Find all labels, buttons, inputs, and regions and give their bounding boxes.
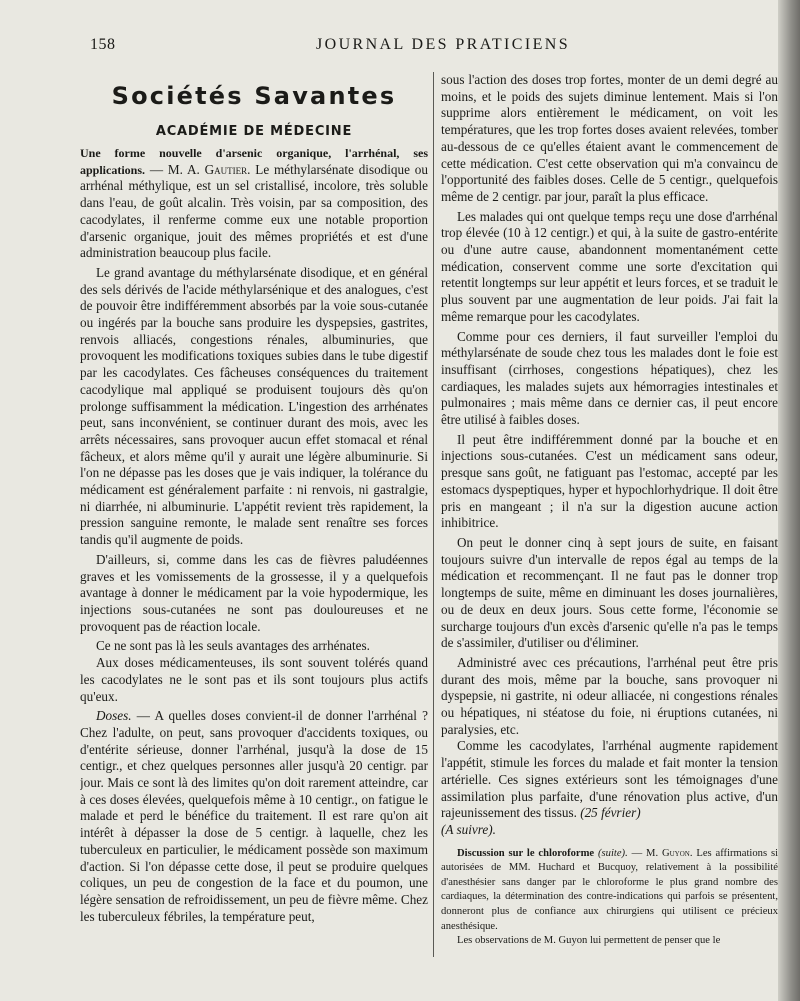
article-intro-paragraph [80,145,428,262]
left-column [80,72,428,972]
column-divider [433,72,434,957]
paragraph-text: — A quelles doses convient-il de donner l'arrhénal ? Chez l'adulte, on peut, sans provoquer d'accidents toxiques, ou d'entérite sérieuse, donner l'arrhénal, jusqu'à la dose de 15 centigr., et chez quelques personnes aller jusqu'à 20 centigr. par jour. Mais ce sont là des limites qu'on doit rarement atteindre, car à ces doses élevées, quelquefois même à 10 centigr., on fatigue le malade et perd le bénéfice du traitement. Il est rare qu'on ait intérêt à dépasser la dose de 5 centigr. à laquelle, chez les tuberculeux en particulier, le médicament possède son maximum d'action. Si l'on dépasse cette dose, il peut se produire quelques coliques, un peu de congestion de la face et du poumon, une légère sensation de refroidissement, un peu de fièvre même. Chez les tuberculeux fébriles, la température peut, [80,708,428,924]
paragraph: D'ailleurs, si, comme dans les cas de fièvres paludéennes graves et les vomissements de la grossesse, il y a quelquefois avantage à donner le médicament par la voie hypodermique, les injections sous-cutanées ne sont pas douloureuses et ne provoquent pas de réaction locale. [80,551,428,634]
paragraph: Le grand avantage du méthylarsénate disodique, et en général des sels dérivés de l'acide méthylarsénique et des analogues, c'est de pouvoir être indifféremment absorbés par la voie sous-cutanée ou ingérés par la bouche sans produire les dyspepsies, gastrites, renvois alliacés, congestions rénales, albuminuries, que provoquent les modifications toxiques subies dans le tube digestif par les cacodylates. Ces fâcheuses conséquences du traitement cacodylique mal appliqué se produisent toujours dès qu'on prolonge suffisamment la médication. L'ingestion des arrhénates peut, sans inconvénient, se continuer durant des mois, avec les arrêts nécessaires, sans provoquer aucun effet stomacal et rénal fâcheux, et alors même qu'il y aurait une légère albuminurie. Si l'on ne dépasse pas les doses que je vais indiquer, la tolérance du médicament est généralement parfaite : ni renvois, ni gastralgie, ni diarrhée, ni albuminurie. L'appétit revient très rapidement, la pression sanguine remonte, le malade sent renaître ses forces tandis qu'il augmente de poids. [80,264,428,548]
discussion-paragraph [441,847,778,935]
date-note: (25 février) [580,805,641,821]
discussion-last-line: Les observations de M. Guyon lui permettent de penser que le [457,935,721,947]
academy-heading: ACADÉMIE DE MÉDECINE [155,124,353,139]
page-binding-edge [778,0,800,1001]
paragraph: Aux doses médicamenteuses, ils sont souvent tolérés quand les cacodylates ne le sont pas et ils sont toujours plus actifs qu'eux. [80,655,428,704]
discussion-text: . Les affirmations si autorisées de MM. Huchard et Bucquoy, relativement à la possibilité d'anesthésier sans danger par le chloroforme le plus grand nombre des cardiaques, la détermination des contre-indications qui parfois se présentent, donneront plus de confiance aux chirurgiens qui utilisent ce précieux anesthésique. [441,847,778,932]
paragraph-text: Comme les cacodylates, l'arrhénal augmente rapidement l'appétit, stimule les forces du malade et fait monter la tension artérielle. Ces signes extérieurs sont les témoignages d'une assimilation plus parfaite, d'une rénovation plus active, d'un rajeunissement des tissus. [441,738,778,821]
discussion-block [441,847,778,949]
paragraph: Il peut être indifféremment donné par la bouche et en injections sous-cutanées. C'est un médicament sans odeur, presque sans goût, ne fatiguant pas l'estomac, accepté par les estomacs dyspeptiques, hyper et hypochlorhydrique. Il doit être pris en mangeant ; il n'a sur la digestion aucune action inhibitrice. [441,431,778,531]
paragraph: sous l'action des doses trop fortes, monter de un demi degré au moins, et le poids des sujets diminue lentement. Mais si l'on supprime alors entièrement le médicament, on voit les températures, que les trop fortes doses avaient relevées, tomber au-dessous de ce qu'elles étaient avant le commencement de cette médication. C'est cette observation qui m'a convaincu de l'opportunité des faibles doses. Celle de 5 centigr., quelquefois même de 2 centigr. par jour, paraît la plus efficace. [441,72,778,204]
author-lead: — M. A. [145,161,205,177]
author-name: Gautier [204,161,248,177]
paragraph: Administré avec ces précautions, l'arrhénal peut être pris durant des mois, même par la bouche, sans provoquer ni dyspepsie, ni gastrite, ni odeur alliacée, ni congestions rénales ou hépatiques, ni stéatose du foie, ni éruptions cutanées, ni paralysies, etc. [441,654,778,737]
paragraph [441,738,778,838]
to-be-continued: (A suivre). [441,821,496,837]
doses-paragraph [80,708,428,925]
article-title: Une forme nouvelle d'arsenic organique, l'arrhénal, ses applications. [80,146,428,177]
discussion-suite: (suite). [598,847,628,859]
journal-title: JOURNAL DES PRATICIENS [316,36,571,53]
paragraph: Ce ne sont pas là les seuls avantages des arrhénates. [96,638,370,654]
discussion-title: Discussion sur le chloroforme [457,847,595,859]
discussion-lead: — M. [627,847,662,859]
paragraph-text: . Le méthylarsénate disodique ou arrhénal méthylique, est un sel cristallisé, incolore, très soluble dans l'eau, de goût alcalin. Très voisin, par sa composition, des cacodylates, il renferme comme eux une notable proportion d'arsenic organique, jouit des mêmes propriétés et est d'une administration beaucoup plus facile. [80,161,428,261]
doses-label: Doses. [96,708,132,724]
page-number: 158 [90,36,116,53]
discussion-author: Guyon [661,847,690,859]
page-header [90,34,770,62]
paragraph: Comme pour ces derniers, il faut surveiller l'emploi du méthylarsénate de soude chez tous les malades dont le foie est insuffisant (cirrhoses, congestions hépatiques), chez les cardiaques, les malades sujets aux hémorragies intestinales et pulmonaires ; mais même dans ce dernier cas, il peut encore être utilisé à faibles doses. [441,328,778,428]
section-title: Sociétés Savantes [111,82,397,110]
right-column [441,72,778,972]
paragraph: On peut le donner cinq à sept jours de suite, en faisant toujours suivre d'un intervalle de repos égal au temps de la médication et recommençant. Il ne faut pas le donner trop longtemps de suite, même en diminuant les doses journalières, ou de deux en deux jours. Sous cette forme, l'économie se surcharge toujours d'un excès d'arsenic qu'elle n'a pas le temps de s'assimiler, d'utiliser ou d'éliminer. [441,534,778,651]
paragraph: Les malades qui ont quelque temps reçu une dose d'arrhénal trop élevée (10 à 12 centigr.) et qui, à la suite de gastro-entérite ou d'une autre cause, abandonnent momentanément cette médication, conservent comme une sorte d'excitation qui retentit longtemps sur leur appétit et leurs forces, et se traduit le plus souvent par une augmentation de leur poids. J'ai fait la même remarque pour les cacodylates. [441,208,778,324]
